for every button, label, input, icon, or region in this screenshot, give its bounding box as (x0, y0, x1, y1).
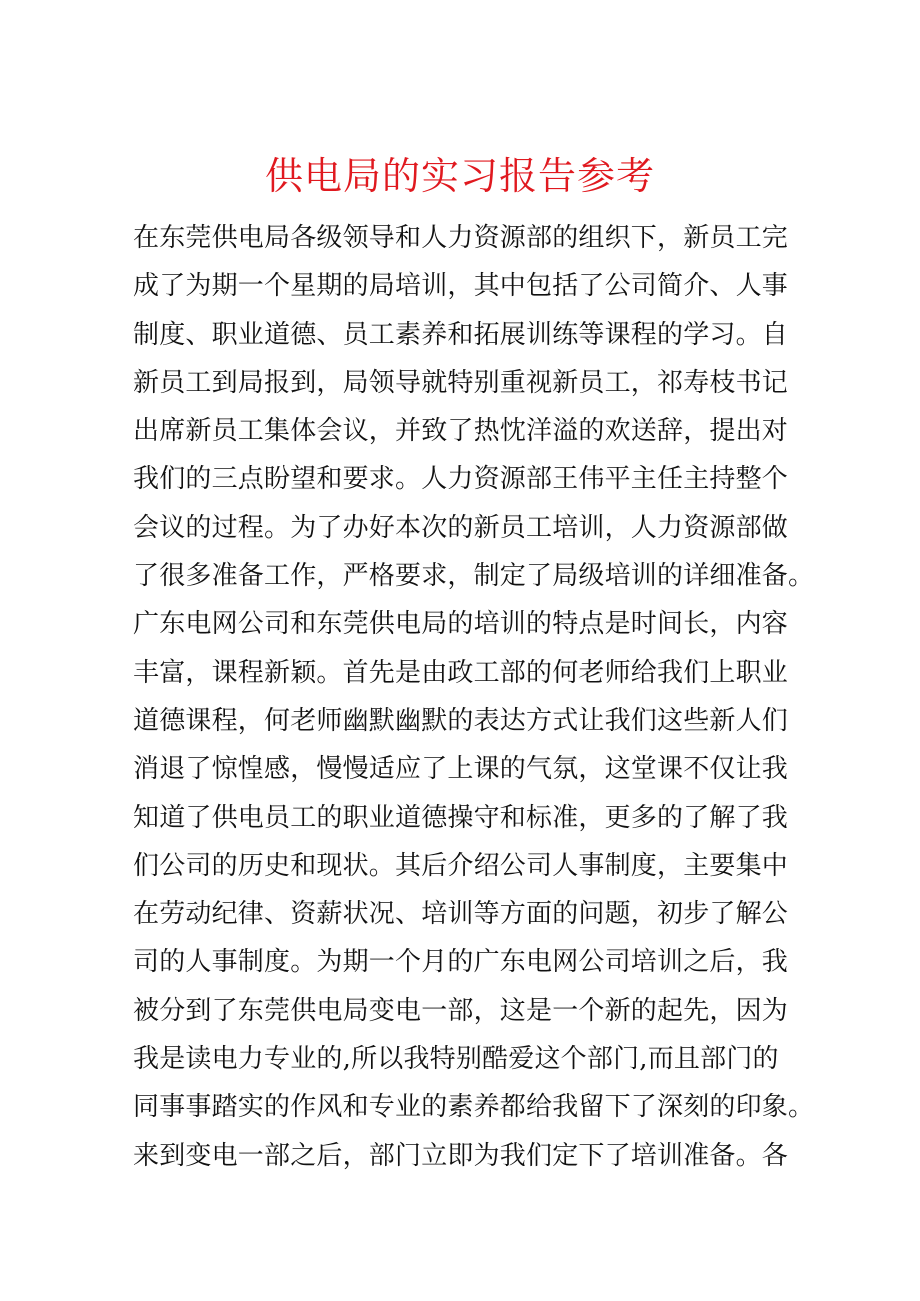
body-line: 制度、职业道德、员工素养和拓展训练等课程的学习。自 (133, 319, 789, 350)
body-line: 出席新员工集体会议，并致了热忱洋溢的欢送辞，提出对 (133, 416, 789, 447)
body-line: 在劳动纪律、资薪状况、培训等方面的问题，初步了解公 (133, 899, 789, 930)
body-line: 同事事踏实的作风和专业的素养都给我留下了深刻的印象。 (133, 1092, 815, 1123)
body-line: 消退了惊惶感，慢慢适应了上课的气氛，这堂课不仅让我 (133, 754, 789, 785)
body-line: 被分到了东莞供电局变电一部，这是一个新的起先，因为 (133, 995, 789, 1026)
body-line: 道德课程，何老师幽默幽默的表达方式让我们这些新人们 (133, 705, 789, 736)
document-title: 供电局的实习报告参考 (264, 154, 655, 198)
body-line: 我们的三点盼望和要求。人力资源部王伟平主任主持整个 (133, 464, 789, 495)
body-line: 会议的过程。为了办好本次的新员工培训，人力资源部做 (133, 512, 789, 543)
body-line: 知道了供电员工的职业道德操守和标准，更多的了解了我 (133, 802, 789, 833)
body-line: 丰富，课程新颖。首先是由政工部的何老师给我们上职业 (133, 657, 789, 688)
body-line: 广东电网公司和东莞供电局的培训的特点是时间长，内容 (133, 609, 789, 640)
body-line: 我是读电力专业的,所以我特别酷爱这个部门,而且部门的 (133, 1044, 779, 1075)
body-line: 来到变电一部之后，部门立即为我们定下了培训准备。各 (133, 1140, 789, 1171)
body-line: 新员工到局报到，局领导就特别重视新员工，祁寿枝书记 (133, 367, 789, 398)
body-line: 们公司的历史和现状。其后介绍公司人事制度，主要集中 (133, 850, 789, 881)
document-body (133, 214, 815, 1180)
body-line: 成了为期一个星期的局培训，其中包括了公司简介、人事 (133, 271, 789, 302)
body-line: 在东莞供电局各级领导和人力资源部的组织下，新员工完 (133, 223, 789, 253)
body-line: 司的人事制度。为期一个月的广东电网公司培训之后，我 (133, 947, 789, 978)
body-line: 了很多准备工作，严格要求，制定了局级培训的详细准备。 (133, 561, 815, 592)
